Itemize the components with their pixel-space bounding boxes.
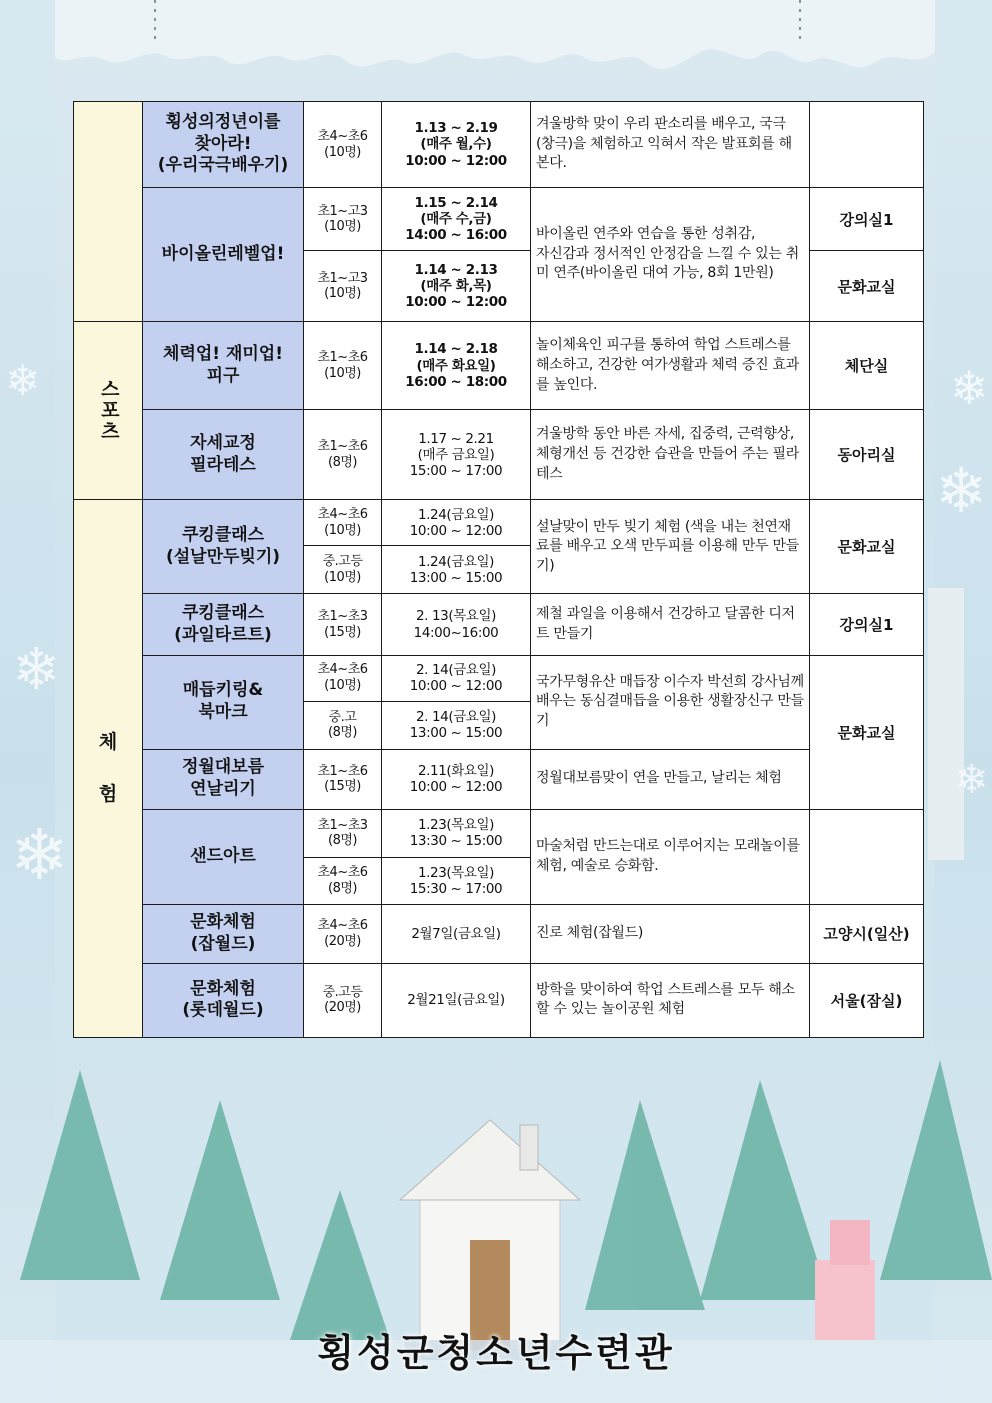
program-description: 겨울방학 맞이 우리 판소리를 배우고, 국극(창극)을 체험하고 익혀서 작은 발표회를 해본다. — [531, 102, 810, 188]
category-experience: 체 험 — [74, 500, 143, 1038]
program-name: 쿠킹클래스 (과일타르트) — [143, 594, 304, 655]
program-place: 강의실1 — [810, 188, 924, 251]
program-target: 초1~초3 (8명) — [304, 809, 382, 857]
program-description: 설날맞이 만두 빚기 체험 (색을 내는 천연재료를 배우고 오색 만두피를 이용해 만두 만들기) — [531, 500, 810, 594]
program-name: 바이올린레벨업! — [143, 188, 304, 322]
category-cell-culture — [74, 102, 143, 322]
program-target: 초1~초6 (8명) — [304, 410, 382, 500]
program-place: 문화교실 — [810, 655, 924, 809]
snowflake-icon: ❄ — [10, 814, 69, 896]
snowflake-icon: ❄ — [5, 356, 41, 405]
program-place: 강의실1 — [810, 594, 924, 655]
program-date: 1.14 ~ 2.13 (매주 화,목) 10:00 ~ 12:00 — [382, 251, 531, 322]
snowflake-icon: ❄ — [12, 635, 61, 703]
program-description: 놀이체육인 피구를 통하여 학업 스트레스를 해소하고, 건강한 여가생활과 체력 증진 효과를 높인다. — [531, 322, 810, 410]
program-place: 문화교실 — [810, 251, 924, 322]
program-description: 진로 체험(잡월드) — [531, 904, 810, 963]
table-row — [74, 188, 924, 251]
program-target: 초4~초6 (10명) — [304, 655, 382, 701]
table-row — [74, 904, 924, 963]
program-name: 매듭키링& 북마크 — [143, 655, 304, 749]
program-description: 바이올린 연주와 연습을 통한 성취감, 자신감과 정서적인 안정감을 느낄 수 있는 취미 연주(바이올린 대여 가능, 8회 1만원) — [531, 188, 810, 322]
table-row — [74, 594, 924, 655]
category-sports: 스포츠 — [74, 322, 143, 500]
program-description: 마술처럼 만드는대로 이루어지는 모래놀이를 체험, 예술로 승화함. — [531, 809, 810, 904]
program-target: 초1~초6 (15명) — [304, 749, 382, 809]
program-target: 초4~초6 (10명) — [304, 500, 382, 546]
program-date: 2월7일(금요일) — [382, 904, 531, 963]
program-date: 1.15 ~ 2.14 (매주 수,금) 14:00 ~ 16:00 — [382, 188, 531, 251]
program-target: 중.고 (8명) — [304, 701, 382, 749]
program-place: 고양시(일산) — [810, 904, 924, 963]
snowflake-icon: ❄ — [955, 757, 989, 803]
program-date: 1.24(금요일) 10:00 ~ 12:00 — [382, 500, 531, 546]
program-name: 정월대보름 연날리기 — [143, 749, 304, 809]
table-row — [74, 655, 924, 701]
program-target: 초1~초3 (15명) — [304, 594, 382, 655]
program-date: 2. 13(목요일) 14:00~16:00 — [382, 594, 531, 655]
program-date: 2. 14(금요일) 13:00 ~ 15:00 — [382, 701, 531, 749]
program-name: 횡성의정년이를 찾아라! (우리국극배우기) — [143, 102, 304, 188]
snowflake-icon: ❄ — [935, 454, 987, 527]
table-row — [74, 963, 924, 1037]
table-row — [74, 500, 924, 546]
program-target: 중.고등 (20명) — [304, 963, 382, 1037]
icicle-decoration — [55, 0, 935, 95]
program-date: 1.17 ~ 2.21 (매주 금요일) 15:00 ~ 17:00 — [382, 410, 531, 500]
program-description: 제철 과일을 이용해서 건강하고 달콤한 디저트 만들기 — [531, 594, 810, 655]
side-panel — [928, 588, 964, 860]
program-date: 1.14 ~ 2.18 (매주 화요일) 16:00 ~ 18:00 — [382, 322, 531, 410]
program-description: 국가무형유산 매듭장 이수자 박선희 강사님께 배우는 동심결매듭을 이용한 생활장신구 만들기 — [531, 655, 810, 749]
program-name: 샌드아트 — [143, 809, 304, 904]
program-place: 체단실 — [810, 322, 924, 410]
table-row — [74, 102, 924, 188]
program-date: 1.13 ~ 2.19 (매주 월,수) 10:00 ~ 12:00 — [382, 102, 531, 188]
program-place — [810, 809, 924, 904]
program-target: 초1~고3 (10명) — [304, 251, 382, 322]
program-date: 2월21일(금요일) — [382, 963, 531, 1037]
table-row — [74, 322, 924, 410]
program-date: 2.11(화요일) 10:00 ~ 12:00 — [382, 749, 531, 809]
program-place — [810, 102, 924, 188]
program-target: 초1~고3 (10명) — [304, 188, 382, 251]
table-row — [74, 410, 924, 500]
table-row — [74, 809, 924, 857]
program-name: 문화체험 (잡월드) — [143, 904, 304, 963]
program-target: 초4~초6 (20명) — [304, 904, 382, 963]
program-date: 1.23(목요일) 15:30 ~ 17:00 — [382, 857, 531, 904]
program-target: 초4~초6 (10명) — [304, 102, 382, 188]
program-target: 초1~초6 (10명) — [304, 322, 382, 410]
program-name: 자세교정 필라테스 — [143, 410, 304, 500]
program-table — [73, 101, 924, 1038]
table-row — [74, 749, 924, 809]
program-date: 2. 14(금요일) 10:00 ~ 12:00 — [382, 655, 531, 701]
program-description: 겨울방학 동안 바른 자세, 집중력, 근력향상, 체형개선 등 건강한 습관을 만들어 주는 필라테스 — [531, 410, 810, 500]
program-place: 동아리실 — [810, 410, 924, 500]
program-date: 1.23(목요일) 13:30 ~ 15:00 — [382, 809, 531, 857]
program-name: 문화체험 (롯데월드) — [143, 963, 304, 1037]
program-place: 문화교실 — [810, 500, 924, 594]
program-date: 1.24(금요일) 13:00 ~ 15:00 — [382, 546, 531, 594]
program-target: 중.고등 (10명) — [304, 546, 382, 594]
snowflake-icon: ❄ — [950, 361, 989, 415]
program-description: 정월대보름맞이 연을 만들고, 날리는 체험 — [531, 749, 810, 809]
organization-title: 횡성군청소년수련관 — [317, 1331, 675, 1375]
program-name: 쿠킹클래스 (설날만두빚기) — [143, 500, 304, 594]
program-target: 초4~초6 (8명) — [304, 857, 382, 904]
program-name: 체력업! 재미업! 피구 — [143, 322, 304, 410]
program-place: 서울(잠실) — [810, 963, 924, 1037]
program-description: 방학을 맞이하여 학업 스트레스를 모두 해소할 수 있는 놀이공원 체험 — [531, 963, 810, 1037]
